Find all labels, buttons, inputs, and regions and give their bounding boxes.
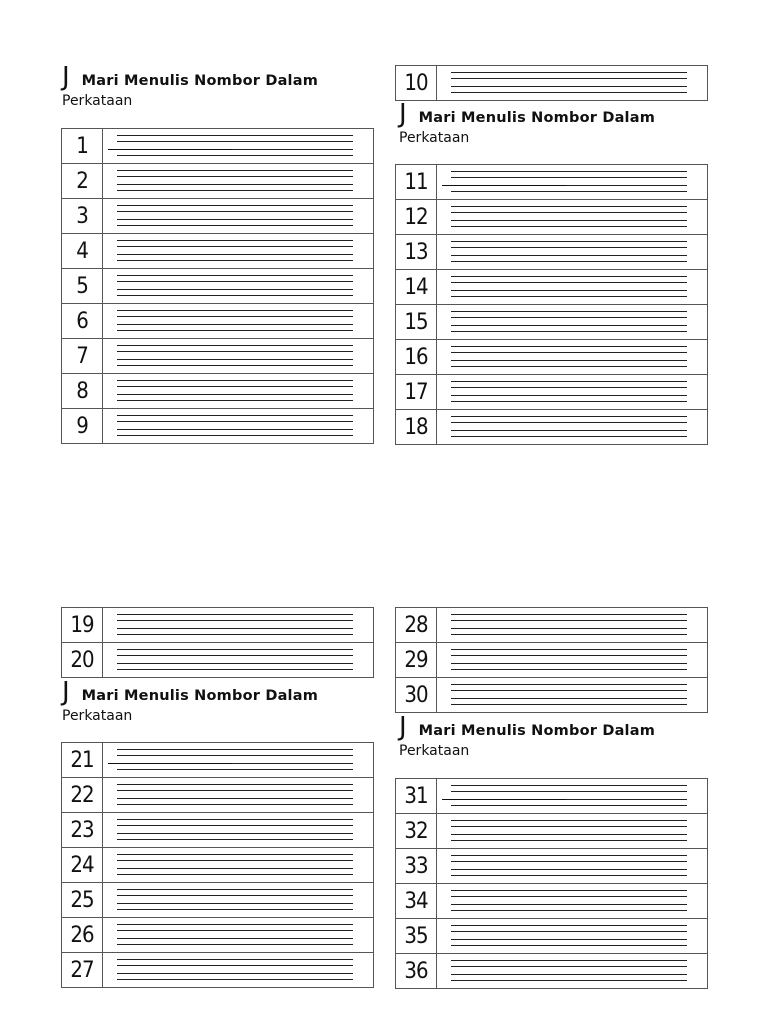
writing-lines[interactable]: [437, 919, 708, 954]
guide-line: [117, 295, 353, 296]
guide-line: [117, 386, 353, 387]
guide-line: [117, 755, 353, 756]
guide-line: [117, 634, 353, 635]
guide-line: [117, 359, 353, 360]
writing-lines[interactable]: [437, 643, 708, 678]
guide-line: [451, 331, 687, 332]
table-row: [62, 199, 374, 234]
table-row: [62, 234, 374, 269]
worksheet-heading-1: [62, 62, 375, 112]
writing-lines[interactable]: [103, 374, 374, 409]
writing-lines[interactable]: [103, 339, 374, 374]
guide-line: [451, 401, 687, 402]
guide-line: [117, 874, 353, 875]
guide-line: [451, 875, 687, 876]
writing-stub: [108, 763, 232, 764]
table-row: [396, 608, 708, 643]
row-number: 3: [62, 199, 103, 234]
table-row: [62, 269, 374, 304]
row-number: 28: [396, 608, 437, 643]
guide-line: [451, 381, 687, 382]
writing-lines[interactable]: [103, 234, 374, 269]
guide-line: [117, 930, 353, 931]
guide-line: [451, 191, 687, 192]
guide-line: [451, 945, 687, 946]
guide-line: [451, 416, 687, 417]
heading-title: Mari Menulis Nombor Dalam: [81, 688, 319, 704]
guide-line: [451, 206, 687, 207]
writing-lines[interactable]: [437, 375, 708, 410]
guide-line: [117, 324, 353, 325]
row-number: 5: [62, 269, 103, 304]
guide-line: [451, 826, 687, 827]
guide-line: [451, 290, 687, 291]
guide-line: [451, 422, 687, 423]
table-row: [396, 884, 708, 919]
guide-line: [451, 171, 687, 172]
guide-line: [117, 924, 353, 925]
guide-line: [117, 316, 353, 317]
guide-line: [117, 655, 353, 656]
guide-line: [451, 226, 687, 227]
guide-line: [117, 211, 353, 212]
table-row: [62, 129, 374, 164]
row-number: 7: [62, 339, 103, 374]
writing-table: [395, 607, 708, 713]
writing-lines[interactable]: [437, 305, 708, 340]
guide-line: [451, 255, 687, 256]
guide-line: [451, 430, 687, 431]
guide-line: [451, 861, 687, 862]
guide-line: [451, 241, 687, 242]
writing-stub: [108, 149, 232, 150]
guide-line: [117, 819, 353, 820]
guide-line: [117, 170, 353, 171]
table-row: [396, 919, 708, 954]
guide-line: [117, 310, 353, 311]
row-number: 24: [62, 848, 103, 883]
guide-line: [117, 663, 353, 664]
guide-line: [117, 895, 353, 896]
table-row: [62, 409, 374, 444]
heading-mark: J: [62, 62, 70, 92]
writing-stub: [442, 799, 566, 800]
guide-line: [117, 351, 353, 352]
row-number: 33: [396, 849, 437, 884]
guide-line: [451, 904, 687, 905]
heading-subtitle: Perkataan: [62, 93, 133, 109]
guide-line: [451, 966, 687, 967]
heading-mark: J: [62, 677, 70, 707]
row-number: 36: [396, 954, 437, 989]
guide-line: [117, 141, 353, 142]
guide-line: [451, 628, 687, 629]
writing-lines[interactable]: [437, 410, 708, 445]
writing-lines[interactable]: [103, 409, 374, 444]
guide-line: [451, 72, 687, 73]
heading-subtitle: Perkataan: [399, 130, 470, 146]
guide-line: [451, 974, 687, 975]
guide-line: [451, 395, 687, 396]
row-number: 35: [396, 919, 437, 954]
writing-lines[interactable]: [103, 953, 374, 988]
guide-line: [451, 805, 687, 806]
writing-table: [61, 128, 374, 444]
writing-lines[interactable]: [437, 235, 708, 270]
guide-line: [117, 394, 353, 395]
writing-lines[interactable]: [437, 340, 708, 375]
guide-line: [117, 614, 353, 615]
row-number: 19: [62, 608, 103, 643]
table-row: [62, 813, 374, 848]
row-number: 26: [62, 918, 103, 953]
row-number: 31: [396, 779, 437, 814]
guide-line: [117, 804, 353, 805]
guide-line: [451, 92, 687, 93]
writing-lines[interactable]: [103, 918, 374, 953]
guide-line: [451, 366, 687, 367]
table-row: [62, 608, 374, 643]
number-table-f: [395, 607, 708, 713]
guide-line: [451, 704, 687, 705]
writing-lines[interactable]: [103, 883, 374, 918]
guide-line: [117, 860, 353, 861]
writing-lines[interactable]: [437, 954, 708, 989]
guide-line: [117, 281, 353, 282]
guide-line: [117, 839, 353, 840]
table-row: [62, 164, 374, 199]
guide-line: [117, 959, 353, 960]
row-number: 13: [396, 235, 437, 270]
table-row: [396, 814, 708, 849]
writing-lines[interactable]: [103, 269, 374, 304]
guide-line: [117, 184, 353, 185]
row-number: 32: [396, 814, 437, 849]
table-row: [396, 375, 708, 410]
guide-line: [117, 246, 353, 247]
writing-lines[interactable]: [103, 813, 374, 848]
guide-line: [451, 296, 687, 297]
row-number: 14: [396, 270, 437, 305]
heading-title: Mari Menulis Nombor Dalam: [81, 73, 319, 89]
writing-lines[interactable]: [437, 814, 708, 849]
guide-line: [451, 890, 687, 891]
guide-line: [451, 325, 687, 326]
row-number: 17: [396, 375, 437, 410]
table-row: [62, 643, 374, 678]
worksheet-heading-2: [399, 99, 712, 149]
guide-line: [451, 317, 687, 318]
table-row: [62, 339, 374, 374]
guide-line: [117, 825, 353, 826]
number-table-a: [61, 128, 374, 444]
guide-line: [451, 614, 687, 615]
guide-line: [117, 868, 353, 869]
number-table-g: [395, 778, 708, 989]
row-number: 29: [396, 643, 437, 678]
writing-lines[interactable]: [437, 66, 708, 101]
writing-lines[interactable]: [437, 678, 708, 713]
guide-line: [117, 435, 353, 436]
guide-line: [117, 889, 353, 890]
guide-line: [451, 834, 687, 835]
guide-line: [117, 289, 353, 290]
number-table-e: [61, 742, 374, 988]
guide-line: [451, 960, 687, 961]
guide-line: [117, 854, 353, 855]
number-table-c: [395, 164, 708, 445]
guide-line: [117, 429, 353, 430]
heading-title: Mari Menulis Nombor Dalam: [418, 110, 656, 126]
guide-line: [451, 261, 687, 262]
writing-lines[interactable]: [437, 200, 708, 235]
table-row: [396, 954, 708, 989]
guide-line: [451, 690, 687, 691]
guide-line: [117, 176, 353, 177]
worksheet-heading-4: [399, 712, 712, 762]
guide-line: [451, 655, 687, 656]
guide-line: [451, 78, 687, 79]
guide-line: [451, 820, 687, 821]
guide-line: [117, 155, 353, 156]
table-row: [396, 678, 708, 713]
guide-line: [117, 275, 353, 276]
row-number: 30: [396, 678, 437, 713]
table-row: [396, 235, 708, 270]
guide-line: [451, 939, 687, 940]
guide-line: [117, 219, 353, 220]
guide-line: [451, 669, 687, 670]
row-number: 1: [62, 129, 103, 164]
row-number: 8: [62, 374, 103, 409]
guide-line: [451, 663, 687, 664]
table-row: [396, 200, 708, 235]
guide-line: [117, 938, 353, 939]
guide-line: [117, 225, 353, 226]
row-number: 16: [396, 340, 437, 375]
row-number: 18: [396, 410, 437, 445]
guide-line: [117, 380, 353, 381]
writing-lines[interactable]: [103, 129, 374, 164]
heading-subtitle: Perkataan: [62, 708, 133, 724]
guide-line: [117, 620, 353, 621]
guide-line: [451, 212, 687, 213]
row-number: 34: [396, 884, 437, 919]
row-number: 10: [396, 66, 437, 101]
heading-title: Mari Menulis Nombor Dalam: [418, 723, 656, 739]
guide-line: [451, 311, 687, 312]
guide-line: [117, 973, 353, 974]
guide-line: [117, 909, 353, 910]
guide-line: [451, 276, 687, 277]
guide-line: [451, 698, 687, 699]
guide-line: [117, 365, 353, 366]
guide-line: [117, 749, 353, 750]
guide-line: [451, 177, 687, 178]
table-row: [62, 953, 374, 988]
guide-line: [117, 240, 353, 241]
worksheet-heading-3: [62, 677, 375, 727]
guide-line: [451, 620, 687, 621]
guide-line: [117, 769, 353, 770]
guide-line: [117, 135, 353, 136]
guide-line: [451, 220, 687, 221]
table-row: [396, 66, 708, 101]
guide-line: [451, 869, 687, 870]
guide-line: [117, 979, 353, 980]
row-number: 6: [62, 304, 103, 339]
guide-line: [451, 86, 687, 87]
row-number: 11: [396, 165, 437, 200]
writing-lines[interactable]: [437, 165, 708, 200]
writing-lines[interactable]: [103, 608, 374, 643]
guide-line: [451, 634, 687, 635]
guide-line: [117, 415, 353, 416]
writing-lines[interactable]: [437, 884, 708, 919]
table-row: [396, 165, 708, 200]
guide-line: [117, 903, 353, 904]
writing-lines[interactable]: [103, 643, 374, 678]
table-row: [62, 883, 374, 918]
table-row: [396, 270, 708, 305]
row-number: 15: [396, 305, 437, 340]
row-number: 20: [62, 643, 103, 678]
guide-line: [451, 346, 687, 347]
table-row: [62, 778, 374, 813]
guide-line: [117, 421, 353, 422]
guide-line: [117, 784, 353, 785]
writing-lines[interactable]: [103, 743, 374, 778]
guide-line: [451, 282, 687, 283]
guide-line: [451, 360, 687, 361]
guide-line: [451, 980, 687, 981]
writing-table: [61, 742, 374, 988]
guide-line: [451, 840, 687, 841]
heading-mark: J: [399, 712, 407, 742]
writing-lines[interactable]: [437, 270, 708, 305]
guide-line: [451, 896, 687, 897]
guide-line: [117, 260, 353, 261]
guide-line: [117, 330, 353, 331]
writing-table: [395, 164, 708, 445]
guide-line: [451, 785, 687, 786]
guide-line: [451, 436, 687, 437]
guide-line: [117, 649, 353, 650]
guide-line: [451, 352, 687, 353]
writing-table: [395, 65, 708, 101]
table-row: [62, 848, 374, 883]
guide-line: [117, 254, 353, 255]
guide-line: [117, 790, 353, 791]
guide-line: [117, 669, 353, 670]
writing-lines[interactable]: [103, 164, 374, 199]
writing-lines[interactable]: [103, 304, 374, 339]
guide-line: [451, 931, 687, 932]
guide-line: [451, 684, 687, 685]
guide-line: [451, 925, 687, 926]
table-row: [396, 340, 708, 375]
guide-line: [117, 190, 353, 191]
table-row: [62, 374, 374, 409]
writing-lines[interactable]: [103, 778, 374, 813]
table-row: [396, 305, 708, 340]
guide-line: [451, 649, 687, 650]
table-row: [62, 304, 374, 339]
heading-subtitle: Perkataan: [399, 743, 470, 759]
guide-line: [117, 965, 353, 966]
row-number: 12: [396, 200, 437, 235]
row-number: 27: [62, 953, 103, 988]
table-row: [396, 643, 708, 678]
guide-line: [117, 944, 353, 945]
writing-table: [395, 778, 708, 989]
row-number: 9: [62, 409, 103, 444]
writing-stub: [442, 185, 566, 186]
row-number: 22: [62, 778, 103, 813]
row-number: 4: [62, 234, 103, 269]
guide-line: [451, 855, 687, 856]
writing-lines[interactable]: [103, 848, 374, 883]
row-number: 2: [62, 164, 103, 199]
guide-line: [117, 345, 353, 346]
number-table-d: [61, 607, 374, 678]
guide-line: [451, 387, 687, 388]
writing-lines[interactable]: [437, 779, 708, 814]
row-number: 25: [62, 883, 103, 918]
guide-line: [451, 247, 687, 248]
table-row: [62, 918, 374, 953]
guide-line: [117, 628, 353, 629]
number-table-b: [395, 65, 708, 101]
row-number: 21: [62, 743, 103, 778]
table-row: [62, 743, 374, 778]
writing-table: [61, 607, 374, 678]
table-row: [396, 849, 708, 884]
table-row: [396, 779, 708, 814]
guide-line: [117, 798, 353, 799]
row-number: 23: [62, 813, 103, 848]
writing-lines[interactable]: [103, 199, 374, 234]
guide-line: [117, 833, 353, 834]
guide-line: [451, 791, 687, 792]
heading-mark: J: [399, 99, 407, 129]
guide-line: [451, 910, 687, 911]
guide-line: [117, 205, 353, 206]
guide-line: [117, 400, 353, 401]
writing-lines[interactable]: [437, 849, 708, 884]
table-row: [396, 410, 708, 445]
writing-lines[interactable]: [437, 608, 708, 643]
